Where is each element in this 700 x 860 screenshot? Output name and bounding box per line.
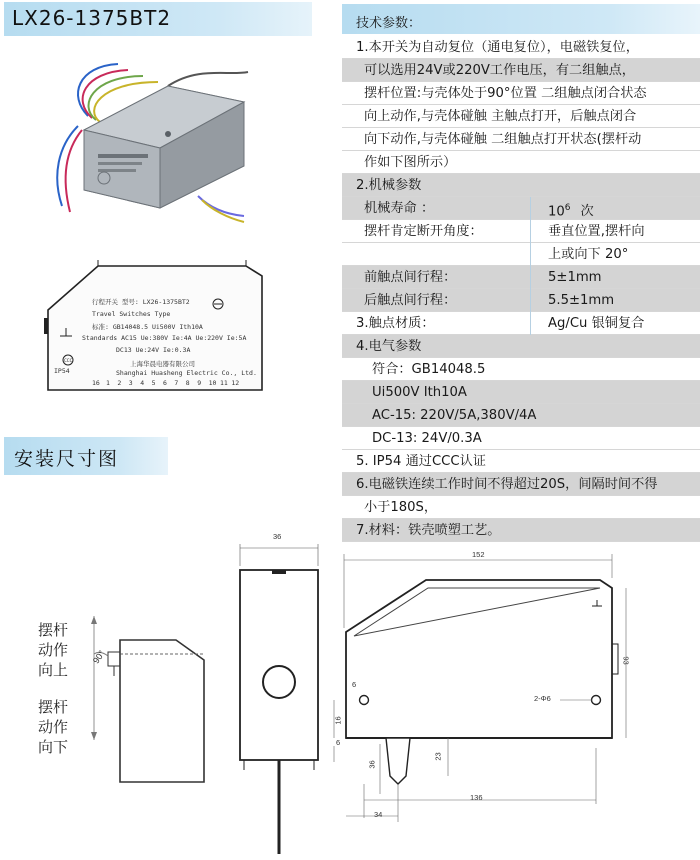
spec-row-text: 作如下图所示） (364, 155, 457, 170)
dim-23: 23 (433, 752, 443, 761)
mech-param-exponent: 6 (564, 203, 571, 213)
spec-row-text: DC-13: 24V/0.3A (372, 431, 482, 446)
nameplate-line-7: Shanghai Huasheng Electric Co., Ltd. (116, 369, 257, 377)
nameplate-line-3: 标准: GB14048.5 Ui500V Ith10A (92, 323, 203, 331)
mech-table-row (342, 197, 700, 220)
mech-param-value-text: 上或向下 20° (548, 247, 629, 262)
terminal-number: 3 (128, 379, 133, 387)
mech-param-value-text: 5.5±1mm (548, 293, 615, 308)
mech-table-row (342, 289, 700, 312)
spec-row-text: AC-15: 220V/5A,380V/4A (372, 408, 537, 423)
product-title-bar (4, 2, 312, 36)
mech-param-label: 后触点间行程： (364, 293, 457, 308)
mech-param-label: 3.触点材质： (356, 316, 435, 331)
spec-row-text: Ui500V Ith10A (372, 385, 467, 400)
spec-row (342, 335, 700, 358)
spec-row (342, 496, 700, 519)
section-title: 安装尺寸图 (14, 448, 120, 470)
spec-row (342, 151, 700, 174)
lever-up-line-2: 动作 (38, 641, 69, 659)
dim-base-length: 136 (470, 793, 483, 802)
angle-label: 90° (90, 648, 107, 666)
product-model-title: LX26-1375BT2 (12, 6, 172, 30)
spec-row (342, 404, 700, 427)
section-title-bar (4, 437, 168, 475)
lever-up-label (38, 620, 68, 680)
mech-table-row (342, 220, 700, 243)
spec-row-text: 符合：GB14048.5 (372, 362, 486, 377)
spec-row (342, 427, 700, 450)
spec-row-text: 摆杆位置:与壳体处于90°位置 二组触点闭合状态 (364, 86, 647, 101)
mech-param-value-text: 垂直位置,摆杆向 (548, 224, 645, 239)
lever-down-line-1: 摆杆 (38, 698, 69, 716)
spec-row-text: 1.本开关为自动复位（通电复位），电磁铁复位， (356, 40, 639, 55)
dim-hole: 2-Φ6 (534, 694, 551, 703)
mech-param-value (548, 197, 594, 220)
terminal-number: 4 (140, 379, 145, 387)
mech-param-value (548, 312, 644, 335)
lever-down-line-2: 动作 (38, 718, 69, 736)
mech-table-row (342, 312, 700, 335)
spec-row-text: 小于180S， (364, 500, 438, 515)
spec-row (342, 174, 700, 197)
dim-lever-offset: 34 (374, 810, 383, 819)
terminal-number: 12 (231, 379, 240, 387)
spec-row (342, 450, 700, 473)
front-view-drawing (232, 536, 332, 856)
spec-row (342, 105, 700, 128)
spec-row-text: 2.机械参数 (356, 178, 422, 193)
dim-6b: 6 (336, 738, 341, 747)
spec-row-text: 可以选用24V或220V工作电压，有二组触点， (364, 63, 635, 78)
spec-row (342, 59, 700, 82)
nameplate-line-2: Travel Switches Type (92, 310, 171, 318)
spec-row-text: 6.电磁铁连续工作时间不得超过20S，间隔时间不得 (356, 477, 658, 492)
side-view-drawing (80, 610, 220, 790)
dim-16: 16 (333, 716, 343, 725)
mech-param-value (548, 243, 628, 266)
spec-row (342, 381, 700, 404)
spec-row-text: 4.电气参数 (356, 339, 422, 354)
dim-height: 93 (621, 656, 631, 665)
spec-row-text: 5. IP54 通过CCC认证 (356, 454, 486, 469)
mech-table-divider (530, 197, 531, 335)
terminal-number: 8 (185, 379, 190, 387)
terminal-number: 5 (151, 379, 156, 387)
terminal-number: 10 (208, 379, 217, 387)
terminal-number: 9 (197, 379, 202, 387)
nameplate-ip-rating: IP54 (54, 367, 70, 375)
spec-row-text: 7.材料：铁壳喷塑工艺。 (356, 523, 501, 538)
svg-text:CCC: CCC (64, 358, 73, 363)
terminal-number: 16 (92, 379, 100, 387)
dim-36: 36 (367, 760, 377, 769)
main-dimension-drawing (330, 548, 670, 830)
lever-up-line-3: 向上 (38, 661, 69, 679)
terminal-number: 6 (163, 379, 167, 387)
mech-param-value (548, 289, 614, 312)
spec-row-text: 向下动作,与壳体碰触 二组触点打开状态(摆杆动 (364, 132, 642, 147)
lever-up-line-1: 摆杆 (38, 621, 69, 639)
spec-row (342, 36, 700, 59)
mech-param-unit: 次 (580, 204, 594, 220)
mech-param-label: 摆杆肯定断开角度： (364, 224, 483, 239)
spec-row (342, 82, 700, 105)
spec-row (342, 358, 700, 381)
spec-row (342, 128, 700, 151)
spec-row-text: 向上动作,与壳体碰触 主触点打开，后触点闭合 (364, 109, 637, 124)
dim-overall-length: 152 (472, 550, 485, 559)
terminal-numbers (92, 379, 252, 389)
lever-down-line-3: 向下 (38, 738, 69, 756)
mech-param-value (548, 220, 645, 243)
mech-param-value-text: Ag/Cu 银铜复合 (548, 316, 645, 331)
dim-front-width: 36 (273, 532, 282, 541)
mech-param-label: 前触点间行程： (364, 270, 457, 285)
mech-param-value-text: 10 (548, 204, 565, 220)
spec-header-text: 技术参数： (356, 16, 422, 31)
mech-table-row (342, 243, 700, 266)
nameplate-line-1: 行程开关 型号: LX26-1375BT2 (92, 298, 190, 306)
spec-header (342, 4, 700, 34)
mech-table-row (342, 266, 700, 289)
terminal-number: 1 (106, 379, 110, 387)
lever-down-label (38, 697, 68, 757)
spec-row (342, 519, 700, 542)
mech-param-value-text: 5±1mm (548, 270, 602, 285)
terminal-number: 11 (220, 379, 228, 387)
terminal-number: 2 (117, 379, 122, 387)
mech-param-value (548, 266, 602, 289)
nameplate-line-4: Standards AC15 Ue:380V Ie:4A Ue:220V Ie:5A (82, 334, 247, 342)
product-photo (48, 56, 256, 226)
nameplate-line-6: 上海华晨电器有限公司 (130, 360, 195, 368)
nameplate-line-5: DC13 Ue:24V Ie:0.3A (116, 346, 191, 354)
terminal-number: 7 (174, 379, 179, 387)
spec-row (342, 473, 700, 496)
dim-6a: 6 (352, 680, 357, 689)
mech-param-label: 机械寿命 ： (364, 201, 435, 216)
